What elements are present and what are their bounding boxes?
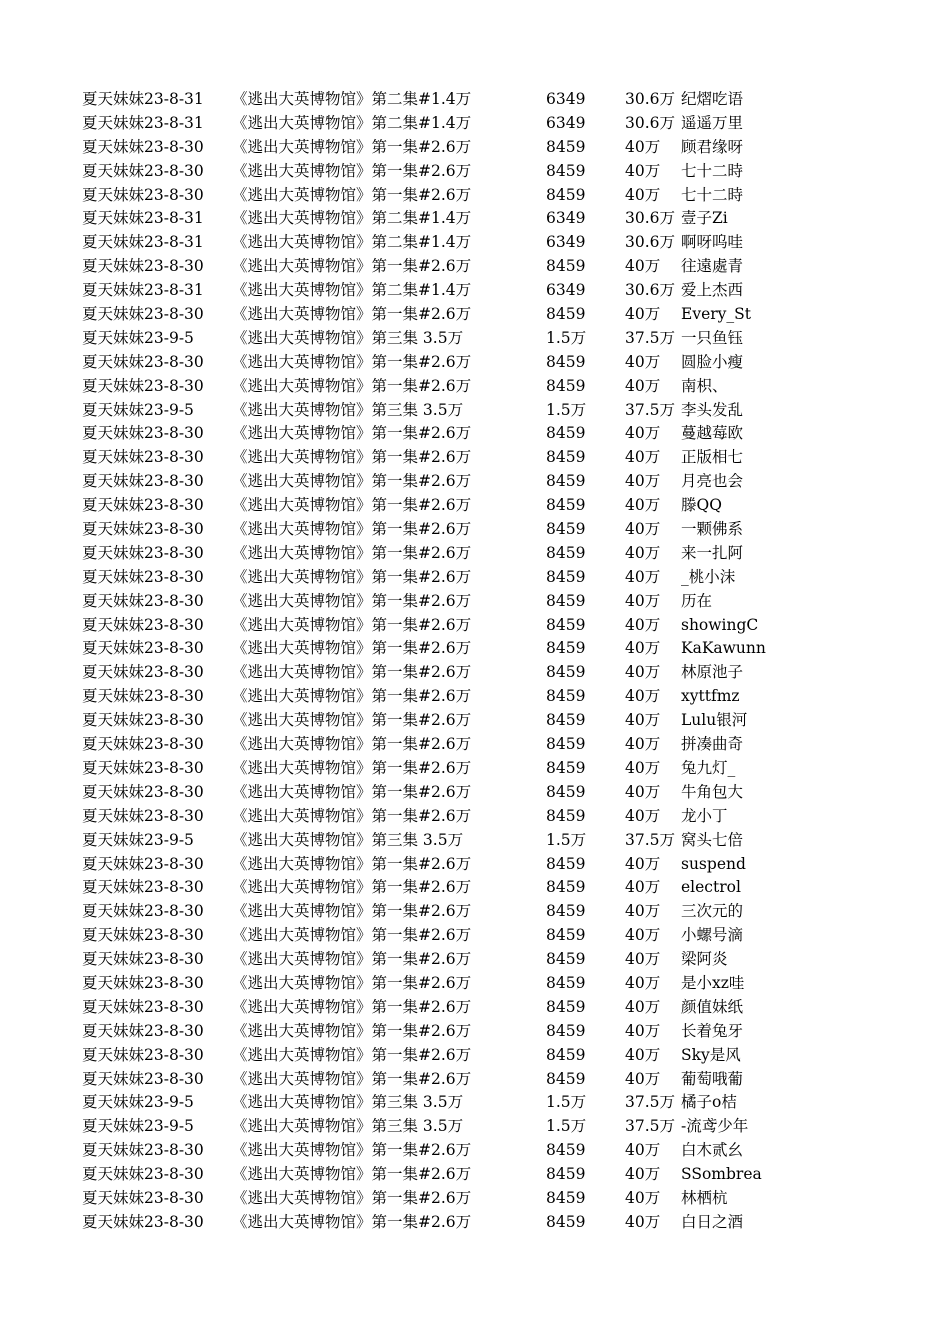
- cell-likes: 8459: [546, 854, 586, 873]
- cell-author-date: 夏天妹妹23-8-30: [82, 567, 204, 586]
- cell-author-date: 夏天妹妹23-8-30: [82, 472, 204, 491]
- cell-episode-title: 《逃出大英博物馆》第一集#2.6万: [232, 376, 472, 395]
- cell-author-date: 夏天妹妹23-8-30: [82, 926, 204, 945]
- cell-views: 40万: [625, 185, 661, 204]
- cell-author-date: 夏天妹妹23-8-30: [82, 758, 204, 777]
- cell-views: 40万: [625, 687, 661, 706]
- cell-episode-title: 《逃出大英博物馆》第一集#2.6万: [232, 1165, 472, 1184]
- cell-likes: 8459: [546, 448, 586, 467]
- cell-author-date: 夏天妹妹23-8-30: [82, 782, 204, 801]
- cell-username: 一只鱼钰: [681, 328, 744, 347]
- cell-views: 37.5万: [625, 328, 676, 347]
- cell-likes: 1.5万: [546, 830, 587, 849]
- cell-episode-title: 《逃出大英博物馆》第一集#2.6万: [232, 257, 472, 276]
- cell-likes: 8459: [546, 1069, 586, 1088]
- cell-author-date: 夏天妹妹23-8-31: [82, 209, 204, 228]
- cell-author-date: 夏天妹妹23-8-30: [82, 1021, 204, 1040]
- cell-author-date: 夏天妹妹23-8-30: [82, 878, 204, 897]
- cell-likes: 8459: [546, 352, 586, 371]
- cell-views: 40万: [625, 257, 661, 276]
- cell-episode-title: 《逃出大英博物馆》第一集#2.6万: [232, 472, 472, 491]
- cell-author-date: 夏天妹妹23-8-30: [82, 352, 204, 371]
- cell-author-date: 夏天妹妹23-8-30: [82, 137, 204, 156]
- cell-likes: 8459: [546, 1188, 586, 1207]
- cell-views: 40万: [625, 472, 661, 491]
- cell-author-date: 夏天妹妹23-9-5: [82, 1117, 194, 1136]
- cell-views: 37.5万: [625, 830, 676, 849]
- cell-username: SSombrea: [681, 1165, 762, 1184]
- cell-likes: 8459: [546, 1165, 586, 1184]
- cell-views: 40万: [625, 520, 661, 539]
- cell-author-date: 夏天妹妹23-8-30: [82, 615, 204, 634]
- cell-username: 遥遥万里: [681, 113, 744, 132]
- cell-likes: 8459: [546, 997, 586, 1016]
- cell-views: 37.5万: [625, 1117, 676, 1136]
- cell-likes: 8459: [546, 376, 586, 395]
- cell-views: 30.6万: [625, 233, 676, 252]
- cell-username: Lulu银河: [681, 711, 748, 730]
- cell-likes: 8459: [546, 1045, 586, 1064]
- cell-author-date: 夏天妹妹23-8-30: [82, 1165, 204, 1184]
- cell-username: xyttfmz: [681, 687, 740, 706]
- cell-username: 林原池子: [681, 663, 744, 682]
- cell-likes: 8459: [546, 687, 586, 706]
- cell-episode-title: 《逃出大英博物馆》第一集#2.6万: [232, 926, 472, 945]
- cell-username: 牛角包大: [681, 782, 744, 801]
- cell-episode-title: 《逃出大英博物馆》第一集#2.6万: [232, 424, 472, 443]
- cell-episode-title: 《逃出大英博物馆》第二集#1.4万: [232, 113, 472, 132]
- cell-author-date: 夏天妹妹23-9-5: [82, 400, 194, 419]
- cell-author-date: 夏天妹妹23-8-30: [82, 687, 204, 706]
- cell-username: 啊呀呜哇: [681, 233, 744, 252]
- cell-username: 窝头七倍: [681, 830, 744, 849]
- cell-username: 圆脸小瘦: [681, 352, 744, 371]
- cell-username: 梁阿炎: [681, 950, 728, 969]
- cell-author-date: 夏天妹妹23-8-30: [82, 496, 204, 515]
- cell-author-date: 夏天妹妹23-8-31: [82, 281, 204, 300]
- cell-episode-title: 《逃出大英博物馆》第一集#2.6万: [232, 639, 472, 658]
- cell-views: 30.6万: [625, 281, 676, 300]
- cell-views: 40万: [625, 1141, 661, 1160]
- cell-episode-title: 《逃出大英博物馆》第一集#2.6万: [232, 448, 472, 467]
- cell-username: electrol: [681, 878, 741, 897]
- cell-username: 龙小丁: [681, 806, 728, 825]
- cell-likes: 8459: [546, 878, 586, 897]
- cell-likes: 8459: [546, 567, 586, 586]
- cell-views: 40万: [625, 1188, 661, 1207]
- cell-likes: 1.5万: [546, 1117, 587, 1136]
- cell-likes: 8459: [546, 137, 586, 156]
- cell-episode-title: 《逃出大英博物馆》第三集 3.5万: [232, 400, 464, 419]
- cell-views: 30.6万: [625, 209, 676, 228]
- cell-likes: 8459: [546, 161, 586, 180]
- cell-likes: 8459: [546, 520, 586, 539]
- cell-likes: 8459: [546, 663, 586, 682]
- cell-views: 40万: [625, 376, 661, 395]
- cell-episode-title: 《逃出大英博物馆》第一集#2.6万: [232, 758, 472, 777]
- cell-author-date: 夏天妹妹23-8-30: [82, 1069, 204, 1088]
- cell-views: 40万: [625, 424, 661, 443]
- cell-likes: 8459: [546, 185, 586, 204]
- cell-views: 37.5万: [625, 1093, 676, 1112]
- cell-episode-title: 《逃出大英博物馆》第一集#2.6万: [232, 1021, 472, 1040]
- cell-episode-title: 《逃出大英博物馆》第一集#2.6万: [232, 973, 472, 992]
- cell-likes: 6349: [546, 233, 586, 252]
- cell-episode-title: 《逃出大英博物馆》第一集#2.6万: [232, 663, 472, 682]
- cell-episode-title: 《逃出大英博物馆》第一集#2.6万: [232, 950, 472, 969]
- cell-views: 40万: [625, 878, 661, 897]
- cell-views: 40万: [625, 854, 661, 873]
- cell-username: Sky是风: [681, 1045, 741, 1064]
- cell-views: 40万: [625, 735, 661, 754]
- cell-episode-title: 《逃出大英博物馆》第一集#2.6万: [232, 997, 472, 1016]
- cell-author-date: 夏天妹妹23-8-30: [82, 185, 204, 204]
- cell-episode-title: 《逃出大英博物馆》第二集#1.4万: [232, 90, 472, 108]
- cell-episode-title: 《逃出大英博物馆》第三集 3.5万: [232, 1093, 464, 1112]
- cell-likes: 8459: [546, 472, 586, 491]
- cell-likes: 8459: [546, 1021, 586, 1040]
- cell-episode-title: 《逃出大英博物馆》第一集#2.6万: [232, 543, 472, 562]
- cell-likes: 1.5万: [546, 1093, 587, 1112]
- cell-likes: 1.5万: [546, 328, 587, 347]
- cell-username: _桃小沫: [681, 567, 736, 586]
- cell-username: Every_St: [681, 305, 752, 324]
- cell-author-date: 夏天妹妹23-8-30: [82, 591, 204, 610]
- cell-author-date: 夏天妹妹23-8-30: [82, 1045, 204, 1064]
- cell-episode-title: 《逃出大英博物馆》第一集#2.6万: [232, 1188, 472, 1207]
- cell-username: 正版相七: [681, 448, 744, 467]
- cell-views: 40万: [625, 973, 661, 992]
- cell-episode-title: 《逃出大英博物馆》第三集 3.5万: [232, 830, 464, 849]
- cell-episode-title: 《逃出大英博物馆》第一集#2.6万: [232, 1069, 472, 1088]
- cell-episode-title: 《逃出大英博物馆》第一集#2.6万: [232, 185, 472, 204]
- cell-likes: 6349: [546, 209, 586, 228]
- cell-views: 40万: [625, 615, 661, 634]
- cell-likes: 8459: [546, 735, 586, 754]
- cell-likes: 8459: [546, 1141, 586, 1160]
- cell-views: 40万: [625, 161, 661, 180]
- cell-views: 40万: [625, 567, 661, 586]
- cell-views: 40万: [625, 496, 661, 515]
- cell-episode-title: 《逃出大英博物馆》第一集#2.6万: [232, 305, 472, 324]
- cell-likes: 8459: [546, 615, 586, 634]
- cell-views: 40万: [625, 663, 661, 682]
- cell-views: 40万: [625, 926, 661, 945]
- cell-likes: 8459: [546, 902, 586, 921]
- cell-views: 40万: [625, 352, 661, 371]
- cell-likes: 8459: [546, 1212, 586, 1231]
- cell-username: 李头发乱: [681, 400, 744, 419]
- cell-username: 滕QQ: [681, 496, 722, 515]
- cell-author-date: 夏天妹妹23-8-30: [82, 997, 204, 1016]
- cell-likes: 8459: [546, 711, 586, 730]
- cell-author-date: 夏天妹妹23-8-30: [82, 376, 204, 395]
- cell-author-date: 夏天妹妹23-8-30: [82, 711, 204, 730]
- cell-username: 七十二時: [681, 161, 744, 180]
- cell-likes: 6349: [546, 281, 586, 300]
- cell-username: 林栖杭: [681, 1188, 728, 1207]
- cell-author-date: 夏天妹妹23-8-30: [82, 543, 204, 562]
- cell-episode-title: 《逃出大英博物馆》第二集#1.4万: [232, 209, 472, 228]
- cell-episode-title: 《逃出大英博物馆》第一集#2.6万: [232, 1212, 472, 1231]
- cell-views: 40万: [625, 950, 661, 969]
- cell-author-date: 夏天妹妹23-8-30: [82, 257, 204, 276]
- cell-episode-title: 《逃出大英博物馆》第一集#2.6万: [232, 520, 472, 539]
- cell-views: 40万: [625, 997, 661, 1016]
- cell-episode-title: 《逃出大英博物馆》第二集#1.4万: [232, 233, 472, 252]
- cell-likes: 6349: [546, 113, 586, 132]
- cell-episode-title: 《逃出大英博物馆》第二集#1.4万: [232, 281, 472, 300]
- cell-author-date: 夏天妹妹23-8-30: [82, 161, 204, 180]
- cell-username: showingC: [681, 615, 759, 634]
- cell-author-date: 夏天妹妹23-8-30: [82, 1141, 204, 1160]
- cell-episode-title: 《逃出大英博物馆》第一集#2.6万: [232, 352, 472, 371]
- cell-author-date: 夏天妹妹23-8-30: [82, 854, 204, 873]
- cell-likes: 6349: [546, 90, 586, 108]
- cell-episode-title: 《逃出大英博物馆》第三集 3.5万: [232, 328, 464, 347]
- cell-likes: 8459: [546, 424, 586, 443]
- cell-views: 40万: [625, 758, 661, 777]
- cell-author-date: 夏天妹妹23-8-30: [82, 973, 204, 992]
- cell-views: 40万: [625, 448, 661, 467]
- cell-author-date: 夏天妹妹23-8-31: [82, 233, 204, 252]
- cell-likes: 8459: [546, 806, 586, 825]
- cell-episode-title: 《逃出大英博物馆》第一集#2.6万: [232, 567, 472, 586]
- cell-views: 40万: [625, 806, 661, 825]
- cell-author-date: 夏天妹妹23-9-5: [82, 830, 194, 849]
- cell-username: -流鸢少年: [681, 1117, 749, 1136]
- cell-likes: 8459: [546, 950, 586, 969]
- cell-author-date: 夏天妹妹23-8-30: [82, 305, 204, 324]
- cell-username: 南枳、: [681, 376, 728, 395]
- cell-author-date: 夏天妹妹23-9-5: [82, 328, 194, 347]
- cell-author-date: 夏天妹妹23-9-5: [82, 1093, 194, 1112]
- cell-author-date: 夏天妹妹23-8-31: [82, 90, 204, 108]
- cell-username: 三次元的: [681, 902, 744, 921]
- cell-likes: 8459: [546, 496, 586, 515]
- cell-episode-title: 《逃出大英博物馆》第一集#2.6万: [232, 878, 472, 897]
- cell-views: 40万: [625, 782, 661, 801]
- cell-episode-title: 《逃出大英博物馆》第一集#2.6万: [232, 782, 472, 801]
- cell-views: 40万: [625, 1165, 661, 1184]
- cell-episode-title: 《逃出大英博物馆》第一集#2.6万: [232, 137, 472, 156]
- cell-likes: 8459: [546, 305, 586, 324]
- cell-likes: 8459: [546, 257, 586, 276]
- cell-views: 30.6万: [625, 113, 676, 132]
- cell-views: 40万: [625, 543, 661, 562]
- cell-username: 白日之酒: [681, 1212, 744, 1231]
- cell-views: 40万: [625, 1069, 661, 1088]
- cell-episode-title: 《逃出大英博物馆》第一集#2.6万: [232, 806, 472, 825]
- cell-username: 七十二時: [681, 185, 744, 204]
- cell-author-date: 夏天妹妹23-8-30: [82, 448, 204, 467]
- cell-author-date: 夏天妹妹23-8-30: [82, 1188, 204, 1207]
- cell-username: 颜值妹纸: [681, 997, 744, 1016]
- cell-username: 月亮也会: [681, 472, 744, 491]
- cell-views: 40万: [625, 591, 661, 610]
- cell-views: 40万: [625, 1021, 661, 1040]
- cell-views: 40万: [625, 137, 661, 156]
- cell-username: 纪熠吃语: [681, 90, 744, 108]
- cell-username: 是小xz哇: [681, 973, 745, 992]
- cell-episode-title: 《逃出大英博物馆》第一集#2.6万: [232, 161, 472, 180]
- cell-username: 顾君缘呀: [681, 137, 744, 156]
- cell-episode-title: 《逃出大英博物馆》第一集#2.6万: [232, 1045, 472, 1064]
- cell-author-date: 夏天妹妹23-8-30: [82, 639, 204, 658]
- cell-username: 橘子o桔: [681, 1093, 737, 1112]
- cell-likes: 8459: [546, 639, 586, 658]
- cell-likes: 8459: [546, 591, 586, 610]
- cell-username: suspend: [681, 854, 746, 873]
- cell-episode-title: 《逃出大英博物馆》第三集 3.5万: [232, 1117, 464, 1136]
- cell-likes: 8459: [546, 543, 586, 562]
- cell-username: 历在: [681, 591, 713, 610]
- cell-views: 40万: [625, 639, 661, 658]
- cell-author-date: 夏天妹妹23-8-30: [82, 950, 204, 969]
- cell-author-date: 夏天妹妹23-8-30: [82, 424, 204, 443]
- cell-views: 40万: [625, 1045, 661, 1064]
- cell-episode-title: 《逃出大英博物馆》第一集#2.6万: [232, 496, 472, 515]
- cell-author-date: 夏天妹妹23-8-30: [82, 735, 204, 754]
- cell-episode-title: 《逃出大英博物馆》第一集#2.6万: [232, 735, 472, 754]
- cell-username: 白木贰幺: [681, 1141, 744, 1160]
- cell-likes: 1.5万: [546, 400, 587, 419]
- cell-episode-title: 《逃出大英博物馆》第一集#2.6万: [232, 902, 472, 921]
- cell-views: 30.6万: [625, 90, 676, 108]
- cell-likes: 8459: [546, 926, 586, 945]
- cell-episode-title: 《逃出大英博物馆》第一集#2.6万: [232, 854, 472, 873]
- cell-episode-title: 《逃出大英博物馆》第一集#2.6万: [232, 711, 472, 730]
- cell-author-date: 夏天妹妹23-8-31: [82, 113, 204, 132]
- cell-username: 蔓越莓欧: [681, 424, 744, 443]
- cell-username: 壹子Zi: [681, 209, 728, 228]
- cell-episode-title: 《逃出大英博物馆》第一集#2.6万: [232, 1141, 472, 1160]
- cell-username: 一颗佛系: [681, 520, 744, 539]
- cell-author-date: 夏天妹妹23-8-30: [82, 520, 204, 539]
- cell-views: 40万: [625, 711, 661, 730]
- cell-views: 40万: [625, 305, 661, 324]
- cell-episode-title: 《逃出大英博物馆》第一集#2.6万: [232, 615, 472, 634]
- cell-username: 兔九灯_: [681, 758, 736, 777]
- cell-username: 小螺号滴: [681, 926, 744, 945]
- cell-likes: 8459: [546, 782, 586, 801]
- cell-episode-title: 《逃出大英博物馆》第一集#2.6万: [232, 591, 472, 610]
- cell-author-date: 夏天妹妹23-8-30: [82, 663, 204, 682]
- cell-views: 37.5万: [625, 400, 676, 419]
- cell-author-date: 夏天妹妹23-8-30: [82, 902, 204, 921]
- cell-episode-title: 《逃出大英博物馆》第一集#2.6万: [232, 687, 472, 706]
- cell-likes: 8459: [546, 973, 586, 992]
- cell-views: 40万: [625, 1212, 661, 1231]
- cell-username: 往遠處青: [681, 257, 744, 276]
- cell-username: 葡萄哦葡: [681, 1069, 744, 1088]
- cell-author-date: 夏天妹妹23-8-30: [82, 1212, 204, 1231]
- cell-likes: 8459: [546, 758, 586, 777]
- cell-username: 来一扎阿: [681, 543, 744, 562]
- cell-views: 40万: [625, 902, 661, 921]
- cell-username: 长着兔牙: [681, 1021, 744, 1040]
- cell-username: 爱上杰西: [681, 281, 744, 300]
- cell-username: KaKawunn: [681, 639, 766, 658]
- cell-author-date: 夏天妹妹23-8-30: [82, 806, 204, 825]
- cell-username: 拼凑曲奇: [681, 735, 744, 754]
